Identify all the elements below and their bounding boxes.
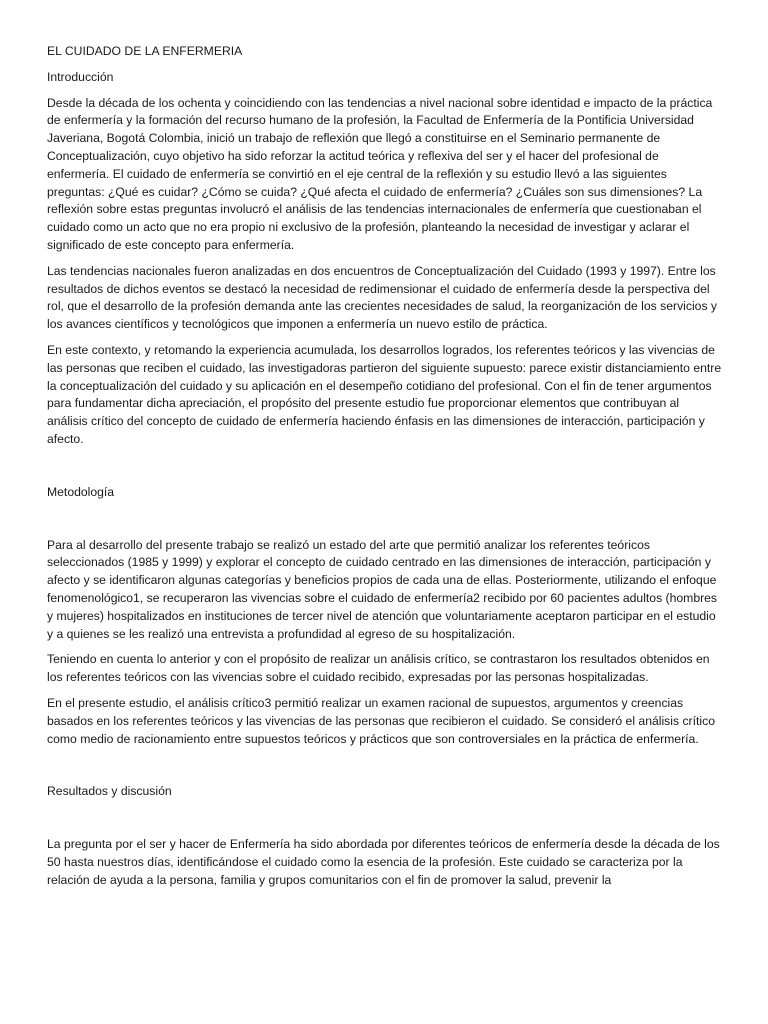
paragraph-resultados-1: La pregunta por el ser y hacer de Enfermería ha sido abordada por diferentes teóricos de enfermería desde la década de los 50 hasta nuestros días, identificándose el cuidado como la esencia de la profesión. Este cuidado se caracteriza por la relación de ayuda a la persona, familia y grupos comunitarios con el fin de promover la salud, prevenir la [47, 837, 720, 887]
paragraph-intro-2: Las tendencias nacionales fueron analizadas en dos encuentros de Conceptualización del Cuidado (1993 y 1997). Entre los resultados de dichos eventos se destacó la necesidad de redimensionar el cuidado de enfermería desde la perspectiva del rol, que el desarrollo de la profesión demanda ante las crecientes necesidades de salud, la reorganización de los servicios y los avances científicos y tecnológicos que imponen a enfermería un nuevo estilo de práctica. [47, 263, 718, 332]
paragraph-metodologia-2: Teniendo en cuenta lo anterior y con el propósito de realizar un análisis crítico, se contrastaron los resultados obtenidos en los referentes teóricos con las vivencias sobre el cuidado recibido, expresadas por las personas hospitalizadas. [47, 652, 710, 685]
paragraph-intro-3: En este contexto, y retomando la experiencia acumulada, los desarrollos logrados, los referentes teóricos y las vivencias de las personas que reciben el cuidado, las investigadoras partieron del siguiente supuesto: parece existir distanciamiento entre la conceptualización del cuidado y su aplicación en el desempeño cotidiano del profesional. Con el fin de tener argumentos para fundamentar dicha apreciación, el propósito del presente estudio fue proporcionar elementos que contribuyan al análisis crítico del concepto de cuidado de enfermería haciendo énfasis en las dimensiones de interacción, participación y afecto. [47, 342, 722, 446]
paragraph-metodologia-3: En el presente estudio, el análisis crítico3 permitió realizar un examen racional de supuestos, argumentos y creencias basados en los referentes teóricos y las vivencias de las personas que recibieron el cuidado. Se consideró el análisis crítico como medio de racionamiento entre supuestos teóricos y prácticos que son controversiales en la práctica de enfermería. [47, 695, 715, 746]
section-heading-resultados: Resultados y discusión [47, 784, 172, 799]
section-heading-introduccion: Introducción [47, 69, 114, 84]
paragraph-metodologia-1: Para al desarrollo del presente trabajo se realizó un estado del arte que permitió analizar los referentes teóricos seleccionados (1985 y 1999) y explorar el concepto de cuidado centrado en las dimensiones de interacción, participación y afecto y se identificaron algunas categorías y beneficios propios de cada una de ellas. Posteriormente, utilizando el enfoque fenomenológico1, se recuperaron las vivencias sobre el cuidado de enfermería2 recibido por 60 pacientes adultos (hombres y mujeres) hospitalizados en instituciones de tercer nivel de atención que voluntariamente aceptaron participar en el estudio y a quienes se les realizó una entrevista a profundidad al egreso de su hospitalización. [47, 537, 718, 641]
section-heading-metodologia: Metodología [47, 484, 115, 499]
document-title: EL CUIDADO DE LA ENFERMERIA [47, 44, 243, 58]
paragraph-intro-1: Desde la década de los ochenta y coincidiendo con las tendencias a nivel nacional sobre identidad e impacto de la práctica de enfermería y la formación del recurso humano de la profesión, la Facultad de Enfermería de la Pontificia Universidad Javeriana, Bogotá Colombia, inició un trabajo de reflexión que llegó a constituirse en el Seminario permanente de Conceptualización, cuyo objetivo ha sido reforzar la actitud teórica y reflexiva del ser y el hacer del profesional de enfermería. El cuidado de enfermería se convirtió en el eje central de la reflexión y su estudio llevó a las siguientes preguntas: ¿Qué es cuidar? ¿Cómo se cuida? ¿Qué afecta el cuidado de enfermería? ¿Cuáles son sus dimensiones? La reflexión sobre estas preguntas involucró el análisis de las tendencias internacionales de enfermería que cuestionaban el cuidado como un acto que no era propio ni exclusivo de la profesión, planteando la necesidad de investigar y aclarar el significado de este concepto para enfermería. [47, 95, 713, 252]
